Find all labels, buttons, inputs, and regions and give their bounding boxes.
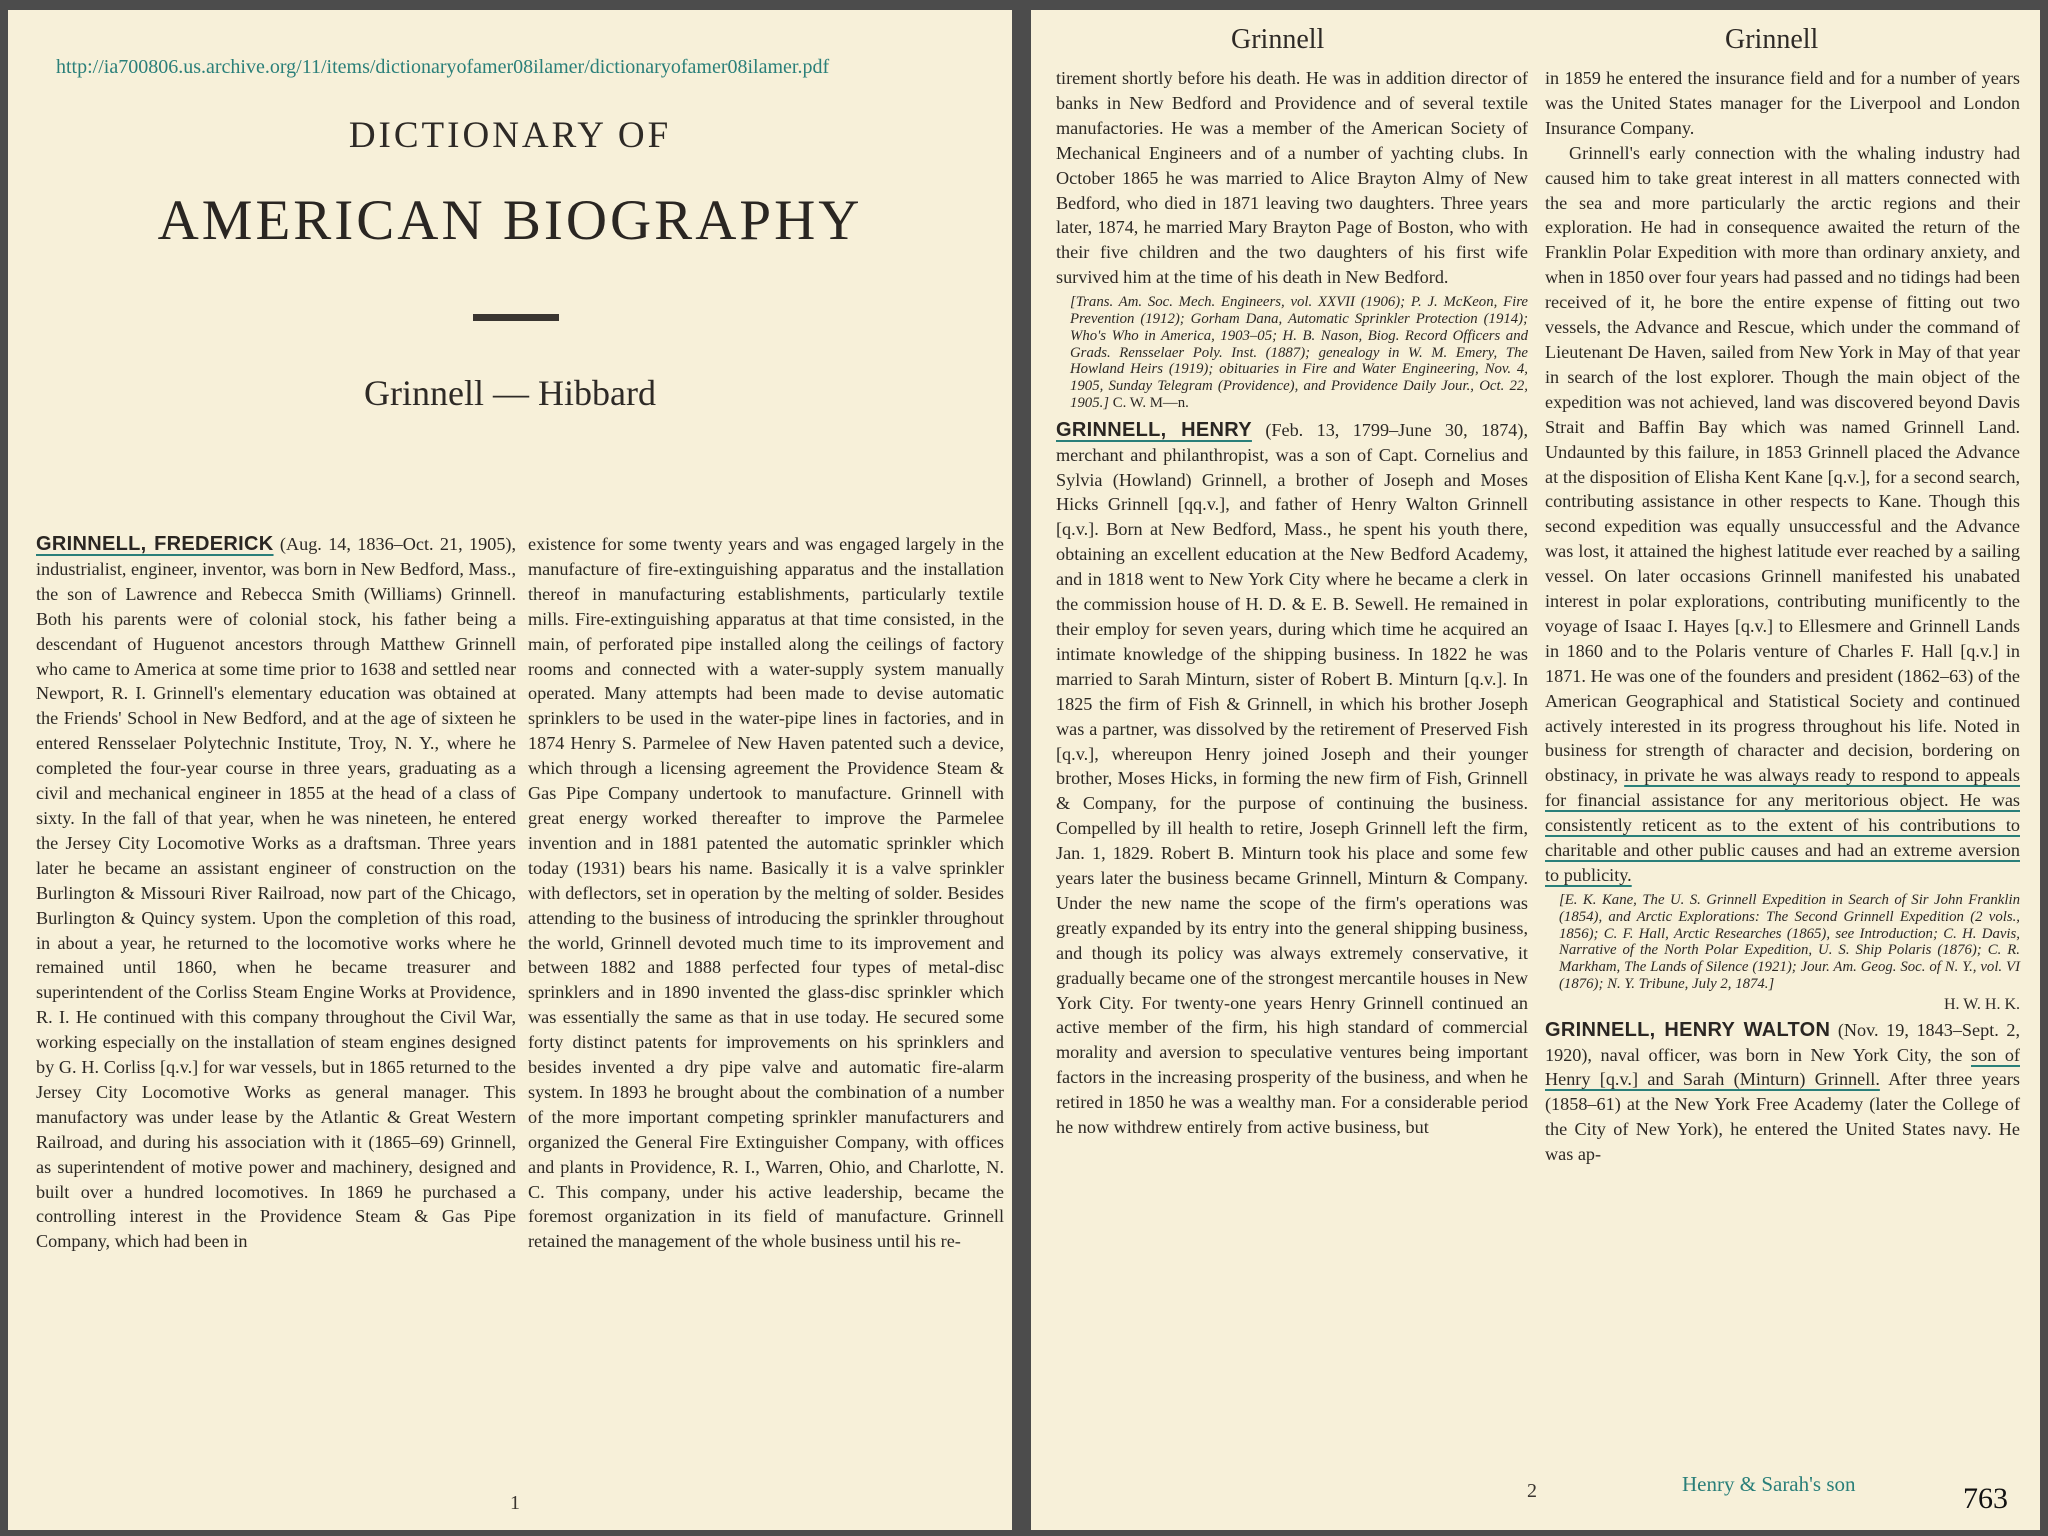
- entry-name-frederick: GRINNELL, FREDERICK: [36, 533, 274, 555]
- henry-bibliography: [E. K. Kane, The U. S. Grinnell Expedition in Search of Sir John Franklin (1854), and Arctic Explorations: The Second Grinnell Expedition (2 vols., 1856); C. F. Hall, Arctic Researches (1865), see Introduction; C. H. Davis, Narrative of the North Polar Expedition, U. S. Ship Polaris (1876); C. R. Markham, The Lands of Silence (1921); Jour. Am. Geog. Soc. of N. Y., vol. VI (1876); N. Y. Tribune, July 2, 1874.]: [1559, 891, 2020, 992]
- frederick-conclusion: tirement shortly before his death. He was in addition director of banks in New Bedford and Providence and of several textile manufactories. He was a member of the American Society of Mechanical Engineers and of a number of yachting clubs. In October 1865 he was married to Alice Brayton Almy of New Bedford, who died in 1871 leaving two daughters. Three years later, 1874, he married Mary Brayton Page of Boston, who with their five children and the two daughters of his first wife survived him at the time of his death in New Bedford.: [1056, 68, 1528, 288]
- right-column-1: [1056, 66, 1528, 1140]
- running-head-left: Grinnell: [1231, 24, 1325, 55]
- entry-text-frederick-cont: existence for some twenty years and was engaged largely in the manufacture of fire-extinguishing apparatus and the installation thereof in manufacturing establishments, particularly textile mills. Fire-extinguishing apparatus at that time consisted, in the main, of perforated pipe installed along the ceilings of factory rooms and connected with a water-supply system manually operated. Many attempts had been made to devise automatic sprinklers to be used in the water-pipe lines in factories, and in 1874 Henry S. Parmelee of New Haven patented such a device, which through a licensing agreement the Providence Steam & Gas Pipe Company undertook to manufacture. Grinnell with great energy worked thereafter to improve the Parmelee invention and in 1881 patented the automatic sprinkler which today (1931) bears his name. Basically it is a valve sprinkler with deflectors, set in operation by the melting of solder. Besides attending to the business of introducing the sprinkler throughout the world, Grinnell devoted much time to its improvement and between 1882 and 1888 perfected four types of metal-disc sprinklers and in 1890 invented the glass-disc sprinkler which was essentially the same as that in use today. He secured some forty distinct patents for improvements on his sprinklers and besides invented a dry pipe valve and automatic fire-alarm system. In 1893 he brought about the combination of a number of the more important competing sprinkler manufacturers and organized the General Fire Extinguisher Company, with offices and plants in Providence, R. I., Warren, Ohio, and Charlotte, N. C. This company, under his active leadership, became the foremost organization in its field of manufacture. Grinnell retained the management of the whole business until his re-: [528, 534, 1004, 1252]
- right-page: [1031, 10, 2040, 1530]
- title-rule: [473, 314, 559, 321]
- entry-name-henry: GRINNELL, HENRY: [1056, 418, 1252, 441]
- henry-arctic-para: Grinnell's early connection with the whaling industry had caused him to take great interest in all matters connected with the sea and more particularly the arctic regions and their exploration. He had in consequence awaited the return of the Franklin Polar Expedition with more than ordinary anxiety, and when in 1850 over four years had passed and no tidings had been received of it, he bore the entire expense of fitting out two vessels, the Advance and Rescue, which under the command of Lieutenant De Haven, sailed from New York in May of that year in search of the lost explorer. Though the main object of the expedition was not achieved, land was discovered beyond Davis Strait and Baffin Bay which was named Grinnell Land. Undaunted by this failure, in 1853 Grinnell placed the Advance at the disposition of Elisha Kent Kane [q.v.], for a second search, contributing assistance in other respects to Kane. Though this second expedition was equally unsuccessful and the Advance was lost, it attained the highest latitude ever reached by a sailing vessel. On later occasions Grinnell manifested his unabated interest in polar explorations, contributing munificently to the voyage of Isaac I. Hayes [q.v.] to Ellesmere and Grinnell Lands in 1860 and to the Polaris venture of Charles F. Hall [q.v.] in 1871. He was one of the founders and president (1862–63) of the American Geographical and Statistical Society and continued actively interested in its progress throughout his life. Noted in business for strength of character and decision, bordering on obstinacy, in private he was always ready to respond to appeals for financial assistance for any meritorious object. He was consistently reticent as to the extent of his contributions to charitable and other public causes and had an extreme aversion to publicity.: [1545, 142, 2021, 885]
- left-column-1: [36, 532, 516, 1254]
- source-url[interactable]: http://ia700806.us.archive.org/11/items/dictionaryofamer08ilamer/dictionaryofamer08ilamer.pdf: [56, 56, 830, 78]
- highlighted-parentage: son of Henry [q.v.] and Sarah (Minturn) Grinnell.: [1545, 1044, 2020, 1090]
- pdf-folio-number: 763: [1963, 1482, 2008, 1515]
- entry-name-henry-walton: GRINNELL, HENRY WALTON: [1545, 1018, 1831, 1041]
- title-line-1: DICTIONARY OF: [348, 115, 672, 156]
- volume-subtitle: Grinnell — Hibbard: [364, 373, 656, 413]
- entry-text-henry: (Feb. 13, 1799–June 30, 1874), merchant and philanthropist, was a son of Capt. Cornelius and Sylvia (Howland) Grinnell, a brother of Joseph and Moses Hicks Grinnell [qq.v.], and father of Henry Walton Grinnell [q.v.]. Born at New Bedford, Mass., he spent his youth there, obtaining an excellent education at the New Bedford Academy, and in 1818 went to New York City where he became a clerk in the commission house of H. D. & E. B. Sewell. He remained in their employ for seven years, during which time he acquired an intimate knowledge of the shipping business. In 1822 he was married to Sarah Minturn, sister of Robert B. Minturn [q.v.]. In 1825 the firm of Fish & Grinnell, in which his brother Joseph was a partner, was dissolved by the retirement of Preserved Fish [q.v.], whereupon Henry joined Joseph and their younger brother, Moses Hicks, in forming the new firm of Fish, Grinnell & Company, for the purpose of continuing the business. Compelled by ill health to retire, Joseph Grinnell left the firm, Jan. 1, 1829. Robert B. Minturn took his place and some few years later the business became Grinnell, Minturn & Company. Under the new name the scope of the firm's operations was greatly expanded by its entry into the general shipping business, and though its policy was always extremely conservative, it gradually became one of the strongest mercantile houses in New York City. For twenty-one years Henry Grinnell continued an active member of the firm, his high standard of commercial morality and aversion to speculative ventures being important factors in the increasing prosperity of the business, and when he retired in 1850 he was a wealthy man. For a considerable period he now withdrew entirely from active business, but: [1056, 419, 1528, 1138]
- henry-bib-initials: H. W. H. K.: [1943, 995, 2020, 1013]
- highlighted-passage: in private he was always ready to respond to appeals for financial assistance for any meritorious object. He was consistently reticent as to the extent of his contributions to charitable and other public causes and had an extreme aversion to publicity.: [1545, 765, 2021, 885]
- margin-annotation: Henry & Sarah's son: [1682, 1472, 1856, 1496]
- frederick-bib-initials: C. W. M—n.: [1112, 394, 1189, 411]
- henry-insurance-para: in 1859 he entered the insurance field and for a number of years was the United States manager for the Liverpool and London Insurance Company.: [1545, 68, 2020, 138]
- left-page: [8, 10, 1012, 1530]
- running-head-right: Grinnell: [1725, 24, 1819, 55]
- right-column-2: in 1859 he entered the insurance field and for a number of years was the United States manager for the Liverpool and London Insurance Company. Grinnell's early connection with the whaling industry had caused him to take great interest in all matters connected with the sea and more particularly the arctic regions and their exploration. He had in consequence awaited the return of the Franklin Polar Expedition with more than ordinary anxiety, and when in 1850 over four years had passed and no tidings had been received of it, he bore the entire expense of fitting out two vessels, the Advance and Rescue, which under the command of Lieutenant De Haven, sailed from New York in May of that year in search of the lost explorer. Though the main object of the expedition was not achieved, land was discovered beyond Davis Strait and Baffin Bay which was named Grinnell Land. Undaunted by this failure, in 1853 Grinnell placed the Advance at the disposition of Elisha Kent Kane [q.v.], for a second search, contributing assistance in other respects to Kane. Though this second expedition was equally unsuccessful and the Advance was lost, it attained the highest latitude ever reached by a sailing vessel. On later occasions Grinnell manifested his unabated interest in polar explorations, contributing munificently to the voyage of Isaac I. Hayes [q.v.] to Ellesmere and Grinnell Lands in 1860 and to the Polaris venture of Charles F. Hall [q.v.] in 1871. He was one of the founders and president (1862–63) of the American Geographical and Statistical Society and continued actively interested in its progress throughout his life. Noted in business for strength of character and decision, bordering on obstinacy, in private he was always ready to respond to appeals for financial assistance for any meritorious object. He was consistently reticent as to the extent of his contributions to charitable and other public causes and had an extreme aversion to publicity. [E. K. Kane, The U. S. Grinnell Expedition in Search of Sir John Franklin (1854), and Arctic Explorations: The Second Grinnell Expedition (2 vols., 1856); C. F. Hall, Arctic Researches (1865), see Introduction; C. H. Davis, Narrative of the North Polar Expedition, U. S. Ship Polaris (1876); C. R. Markham, The Lands of Silence (1921); Jour. Am. Geog. Soc. of N. Y., vol. VI (1876); N. Y. Tribune, July 2, 1874.] H. W. H. K. GRINNELL, HENRY WALTON (Nov. 19, 1843–Sept. 2, 1920), naval officer, was born in New York City, the son of Henry [q.v.] and Sarah (Minturn) Grinnell. After three years (1858–61) at the New York Free Academy (later the College of the City of New York), he entered the United States navy. He was ap-: [1545, 68, 2021, 1165]
- left-column-2: [528, 532, 1004, 1254]
- frederick-bibliography: [Trans. Am. Soc. Mech. Engineers, vol. XXVII (1906); P. J. McKeon, Fire Prevention (1912); Gorham Dana, Automatic Sprinkler Protection (1914); Who's Who in America, 1903–05; H. B. Nason, Biog. Record Officers and Grads. Rensselaer Poly. Inst. (1887); genealogy in W. M. Emery, The Howland Heirs (1919); obituaries in Fire and Water Engineering, Nov. 4, 1905, Sunday Telegram (Providence), and Providence Daily Jour., Oct. 22, 1905.] C. W. M—n.: [1070, 294, 1528, 411]
- entry-text-frederick: (Aug. 14, 1836–Oct. 21, 1905), industrialist, engineer, inventor, was born in New Bedford, Mass., the son of Lawrence and Rebecca Smith (Williams) Grinnell. Both his parents were of colonial stock, his father being a descendant of Huguenot ancestors through Matthew Grinnell who came to America at some time prior to 1638 and settled near Newport, R. I. Grinnell's elementary education was obtained at the Friends' School in New Bedford, and at the age of sixteen he entered Rensselaer Polytechnic Institute, Troy, N. Y., where he completed the four-year course in three years, graduating as a civil and mechanical engineer in 1855 at the head of a class of sixty. In the fall of that year, when he was nineteen, he entered the Jersey City Locomotive Works as a draftsman. Three years later he became an assistant engineer of construction on the Burlington & Missouri River Railroad, now part of the Chicago, Burlington & Quincy system. Upon the completion of this road, in about a year, he returned to the locomotive works where he remained until 1860, when he became treasurer and superintendent of the Corliss Steam Engine Works at Providence, R. I. He continued with this company throughout the Civil War, working especially on the installation of steam engines designed by G. H. Corliss [q.v.] for war vessels, but in 1865 returned to the Jersey City Locomotive Works as general manager. This manufactory was under lease by the Atlantic & Great Western Railroad, and during his association with it (1865–69) Grinnell, as superintendent of motive power and machinery, designed and built over a hundred locomotives. In 1869 he purchased a controlling interest in the Providence Steam & Gas Pipe Company, which had been in: [36, 534, 517, 1252]
- page-number-right: 2: [1527, 1480, 1537, 1502]
- title-line-2: AMERICAN BIOGRAPHY: [157, 189, 863, 252]
- page-number-left: 1: [510, 1492, 520, 1514]
